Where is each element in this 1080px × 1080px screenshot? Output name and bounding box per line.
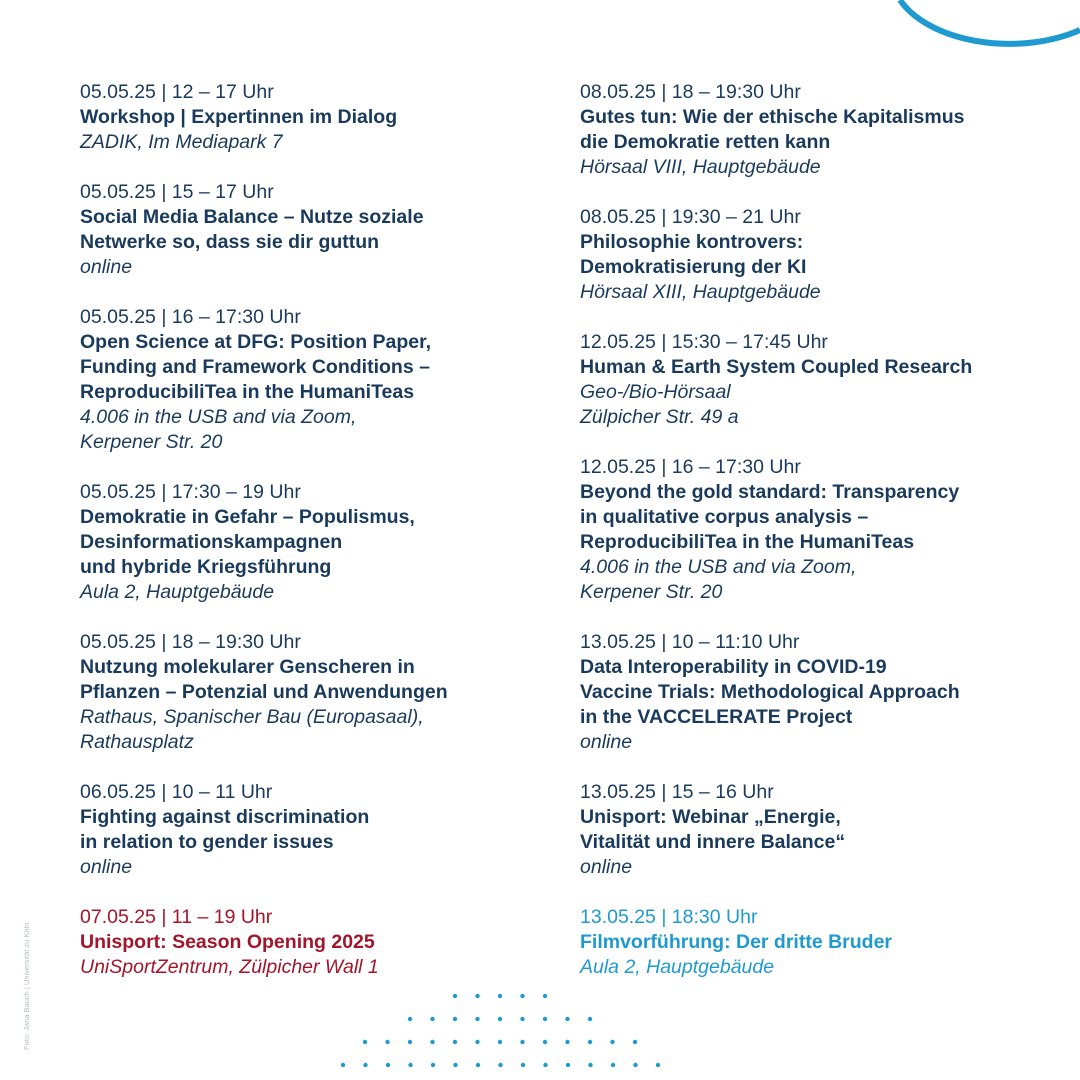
event-datetime: 06.05.25 | 10 – 11 Uhr (80, 781, 273, 803)
event-title: Nutzung molekularer Genscheren in (80, 656, 415, 678)
event-datetime: 13.05.25 | 18:30 Uhr (580, 906, 758, 928)
event-title: Desinformationskampagnen (80, 531, 343, 553)
event-item (580, 205, 1050, 305)
event-datetime: 05.05.25 | 15 – 17 Uhr (80, 181, 274, 203)
event-item (580, 630, 1050, 755)
event-location: UniSportZentrum, Zülpicher Wall 1 (80, 956, 379, 978)
event-location: Rathaus, Spanischer Bau (Europasaal), (80, 706, 424, 728)
event-title: Vaccine Trials: Methodological Approach (580, 681, 960, 703)
event-location: Kerpener Str. 20 (80, 431, 223, 453)
event-location: online (580, 731, 633, 753)
event-datetime: 05.05.25 | 17:30 – 19 Uhr (80, 481, 301, 503)
event-title: Social Media Balance – Nutze soziale (80, 206, 424, 228)
event-title: Demokratie in Gefahr – Populismus, (80, 506, 415, 528)
event-title: Demokratisierung der KI (580, 256, 807, 278)
event-column-right (580, 80, 1050, 1005)
event-location: Rathausplatz (80, 731, 194, 753)
event-location: Hörsaal VIII, Hauptgebäude (580, 156, 821, 178)
event-title: Fighting against discrimination (80, 806, 370, 828)
event-location: ZADIK, Im Mediapark 7 (80, 131, 283, 153)
event-item (80, 905, 560, 980)
event-location: Aula 2, Hauptgebäude (80, 581, 275, 603)
event-title: Filmvorführung: Der dritte Bruder (580, 931, 893, 953)
event-location: Hörsaal XIII, Hauptgebäude (580, 281, 821, 303)
event-title: Funding and Framework Conditions – (80, 356, 430, 378)
event-title: Open Science at DFG: Position Paper, (80, 331, 432, 353)
event-location: Geo-/Bio-Hörsaal (580, 381, 731, 403)
event-item (80, 630, 560, 755)
event-location: online (580, 856, 633, 878)
event-column-left (80, 80, 560, 1005)
event-title: ReproducibiliTea in the HumaniTeas (80, 381, 415, 403)
event-title: Human & Earth System Coupled Research (580, 356, 973, 378)
event-datetime: 12.05.25 | 15:30 – 17:45 Uhr (580, 331, 828, 353)
event-title: Unisport: Season Opening 2025 (80, 931, 375, 953)
event-title: Beyond the gold standard: Transparency (580, 481, 960, 503)
photo-credit: Foto: Jana Bauch | Universität zu Köln (22, 922, 31, 1050)
event-title: die Demokratie retten kann (580, 131, 831, 153)
event-item (580, 330, 1050, 430)
event-location: Zülpicher Str. 49 a (580, 406, 739, 428)
event-title: in relation to gender issues (80, 831, 334, 853)
event-title: Pflanzen – Potenzial und Anwendungen (80, 681, 448, 703)
event-item (80, 180, 560, 280)
event-item (580, 905, 1050, 980)
event-datetime: 05.05.25 | 16 – 17:30 Uhr (80, 306, 301, 328)
event-datetime: 13.05.25 | 10 – 11:10 Uhr (580, 631, 800, 653)
event-title: Philosophie kontrovers: (580, 231, 804, 253)
event-location: online (80, 856, 133, 878)
event-datetime: 07.05.25 | 11 – 19 Uhr (80, 906, 273, 928)
event-title: ReproducibiliTea in the HumaniTeas (580, 531, 915, 553)
event-datetime: 05.05.25 | 18 – 19:30 Uhr (80, 631, 301, 653)
event-location: Kerpener Str. 20 (580, 581, 723, 603)
event-item (80, 80, 560, 155)
event-location: 4.006 in the USB and via Zoom, (80, 406, 357, 428)
event-datetime: 08.05.25 | 18 – 19:30 Uhr (580, 81, 801, 103)
event-location: Aula 2, Hauptgebäude (580, 956, 775, 978)
event-location: 4.006 in the USB and via Zoom, (580, 556, 857, 578)
event-title: Workshop | Expertinnen im Dialog (80, 106, 398, 128)
event-title: in the VACCELERATE Project (580, 706, 853, 728)
event-title: Data Interoperability in COVID-19 (580, 656, 887, 678)
event-item (80, 480, 560, 605)
event-title: Netwerke so, dass sie dir guttun (80, 231, 380, 253)
event-item (580, 455, 1050, 605)
event-item (580, 80, 1050, 180)
event-item (580, 780, 1050, 880)
event-datetime: 08.05.25 | 19:30 – 21 Uhr (580, 206, 801, 228)
event-title: und hybride Kriegsführung (80, 556, 332, 578)
event-datetime: 05.05.25 | 12 – 17 Uhr (80, 81, 274, 103)
event-title: Gutes tun: Wie der ethische Kapitalismus (580, 106, 965, 128)
event-datetime: 12.05.25 | 16 – 17:30 Uhr (580, 456, 801, 478)
event-item (80, 780, 560, 880)
event-title: in qualitative corpus analysis – (580, 506, 869, 528)
event-datetime: 13.05.25 | 15 – 16 Uhr (580, 781, 774, 803)
event-title: Unisport: Webinar „Energie, (580, 806, 841, 828)
event-title: Vitalität und innere Balance“ (580, 831, 846, 853)
event-location: online (80, 256, 133, 278)
event-item (80, 305, 560, 455)
